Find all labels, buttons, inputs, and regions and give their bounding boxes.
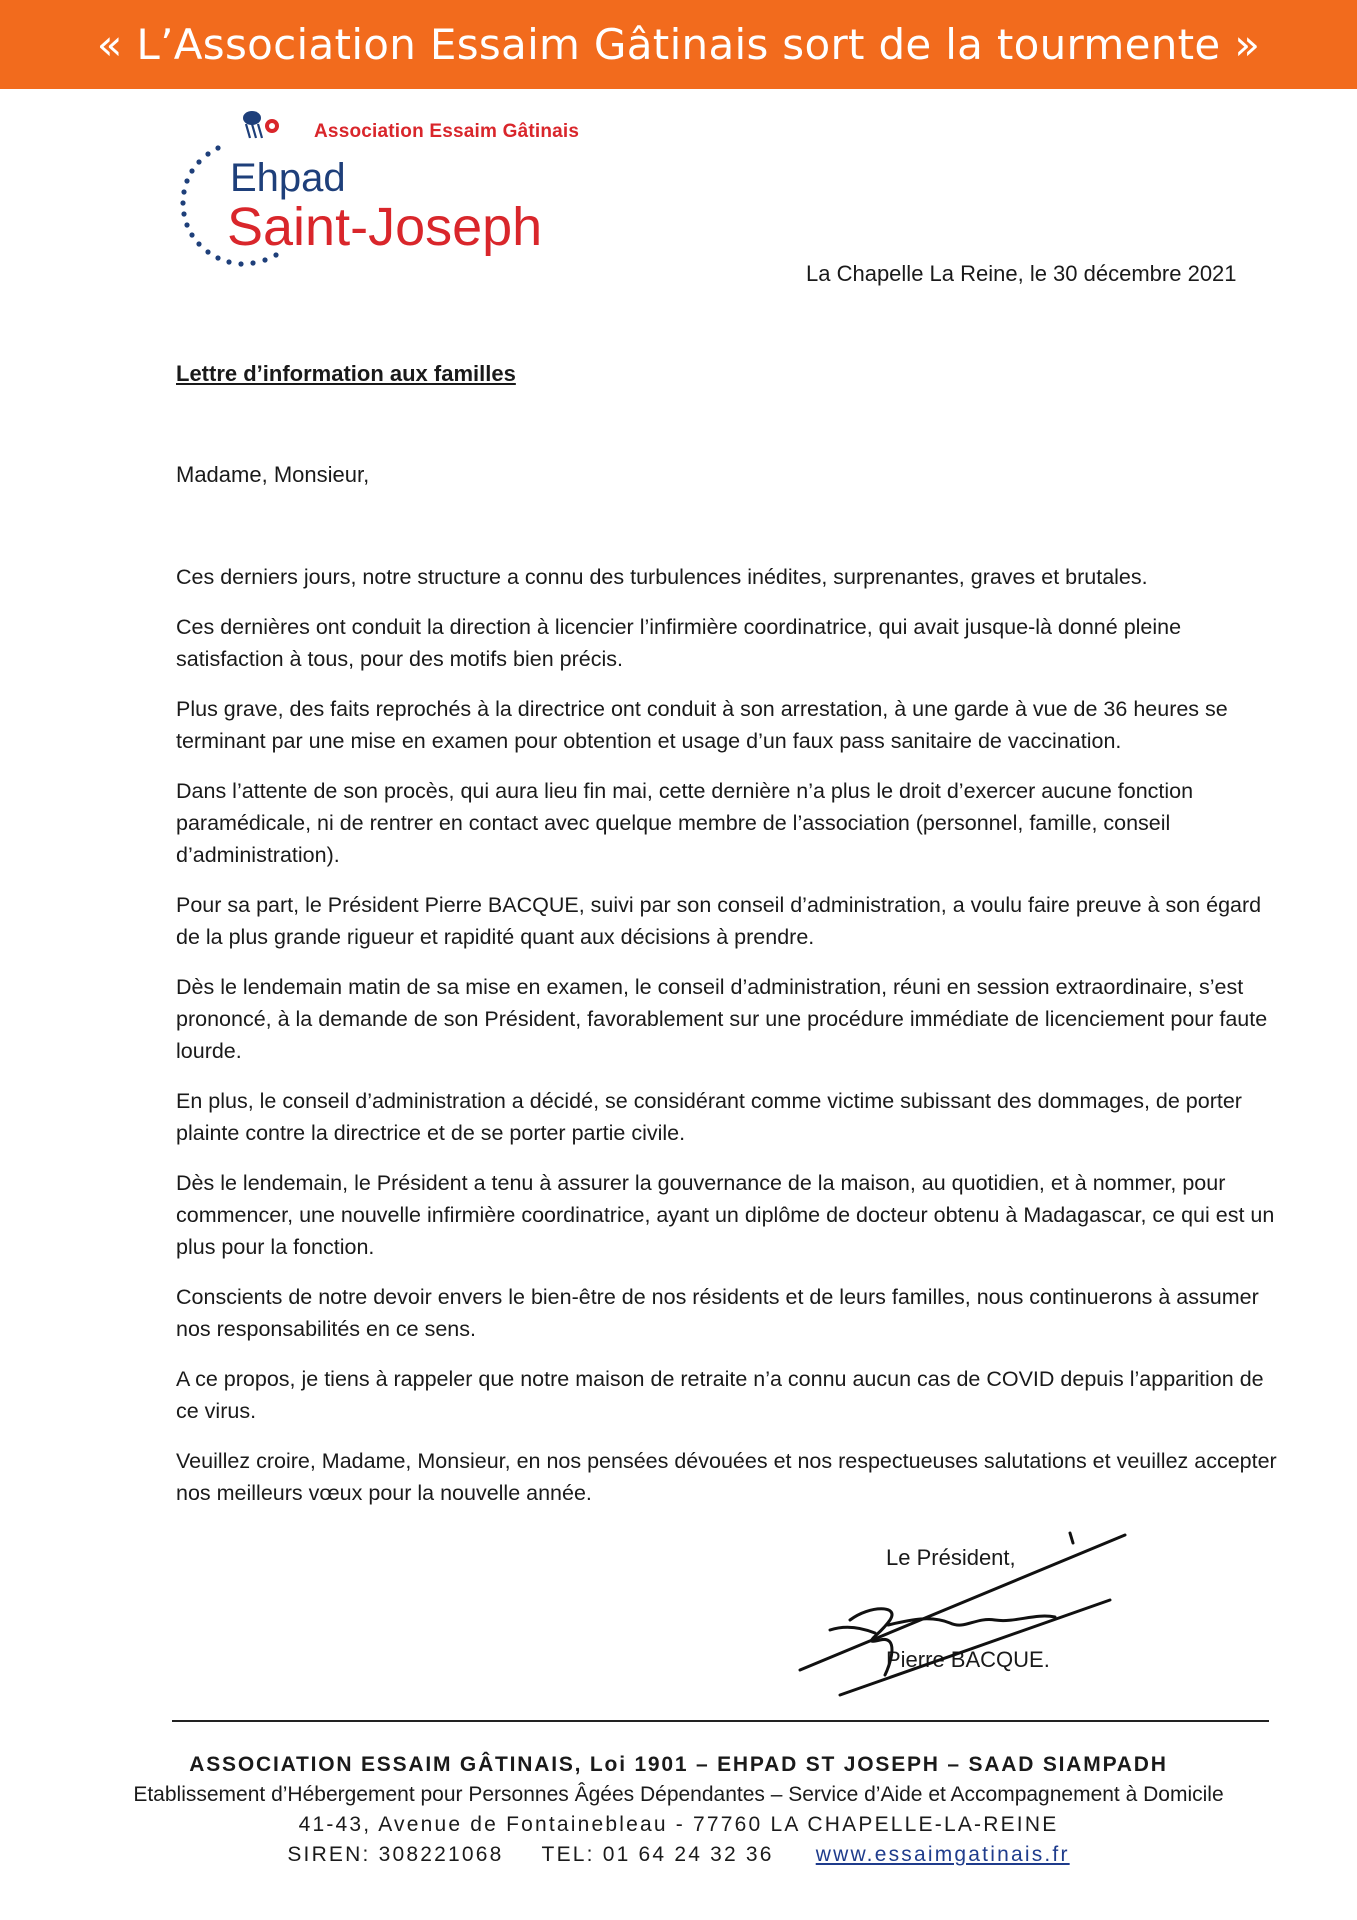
ehpad-logo: [170, 104, 610, 294]
bee-icon: [232, 106, 292, 146]
letter-paragraph: Pour sa part, le Président Pierre BACQUE, suivi par son conseil d’administration, a voulu faire preuve à son égard de la plus grande rigueur et rapidité quant aux décisions à prendre.: [176, 893, 1262, 949]
letter-paragraph: A ce propos, je tiens à rappeler que notre maison de retraite n’a connu aucun cas de COVID depuis l’apparition de ce virus.: [176, 1367, 1264, 1423]
letterhead-footer: [0, 1750, 1357, 1870]
letter-date: La Chapelle La Reine, le 30 décembre 2021: [806, 261, 1237, 286]
letter-paragraph: Dans l’attente de son procès, qui aura lieu fin mai, cette dernière n’a plus le droit d’exercer aucune fonction paramédicale, ni de rentrer en contact avec quelque membre de l’association (personnel, famille, conseil d’administration).: [176, 779, 1194, 867]
footer-siren: SIREN: 308221068: [287, 1843, 504, 1866]
letter-paragraph: Conscients de notre devoir envers le bien-être de nos résidents et de leurs familles, nous continuerons à assumer nos responsabilités en ce sens.: [176, 1285, 1259, 1341]
letter-subject: Lettre d’information aux familles: [176, 361, 516, 386]
letter-paragraph: Ces dernières ont conduit la direction à licencier l’infirmière coordinatrice, qui avait jusque-là donné pleine satisfaction à tous, pour des motifs bien précis.: [176, 615, 1182, 671]
letter-paragraph: Dès le lendemain matin de sa mise en examen, le conseil d’administration, réuni en session extraordinaire, s’est prononcé, à la demande de son Président, favorablement sur une procédure immédiate de licenciement pour faute lourde.: [176, 975, 1268, 1063]
footer-tel: TEL: 01 64 24 32 36: [541, 1843, 774, 1866]
letter-paragraph: Ces derniers jours, notre structure a connu des turbulences inédites, surprenantes, graves et brutales.: [176, 565, 1148, 589]
footer-description: Etablissement d’Hébergement pour Personnes Âgées Dépendantes – Service d’Aide et Accompagnement à Domicile: [133, 1783, 1224, 1806]
letter-body: [176, 561, 1281, 1527]
banner-title: « L’Association Essaim Gâtinais sort de la tourmente »: [96, 20, 1261, 69]
logo-saint-joseph-text: Saint-Joseph: [227, 197, 543, 257]
letter-paragraph: Veuillez croire, Madame, Monsieur, en nos pensées dévouées et nos respectueuses salutations et veuillez accepter nos meilleurs vœux pour la nouvelle année.: [176, 1449, 1277, 1505]
logo-association-name: Association Essaim Gâtinais: [314, 121, 580, 142]
letter-paragraph: En plus, le conseil d’administration a décidé, se considérant comme victime subissant des dommages, de porter plainte contre la directrice et de se porter partie civile.: [176, 1089, 1242, 1145]
handwritten-signature: [790, 1525, 1140, 1715]
footer-contact: [0, 1840, 1357, 1870]
letter-paragraph: Plus grave, des faits reprochés à la directrice ont conduit à son arrestation, à une garde à vue de 36 heures se terminant par une mise en examen pour obtention et usage d’un faux pass sanitaire de vaccination.: [176, 697, 1228, 753]
letter-salutation: Madame, Monsieur,: [176, 462, 370, 487]
footer-divider: [172, 1720, 1269, 1722]
page-banner: [0, 0, 1357, 89]
footer-association: ASSOCIATION ESSAIM GÂTINAIS, Loi 1901 – EHPAD ST JOSEPH – SAAD SIAMPADH: [189, 1753, 1168, 1776]
letter-paragraph: Dès le lendemain, le Président a tenu à assurer la gouvernance de la maison, au quotidien, et à nommer, pour commencer, une nouvelle infirmière coordinatrice, ayant un diplôme de docteur obtenu à Madagascar, ce qui est un plus pour la fonction.: [176, 1171, 1275, 1259]
logo-ehpad-text: Ehpad: [230, 156, 346, 200]
footer-address: 41-43, Avenue de Fontainebleau - 77760 LA CHAPELLE-LA-REINE: [298, 1813, 1059, 1836]
footer-website-link[interactable]: www.essaimgatinais.fr: [815, 1843, 1070, 1866]
signoff-title: Le Président,: [886, 1545, 1016, 1570]
signoff-name: Pierre BACQUE.: [886, 1647, 1050, 1672]
